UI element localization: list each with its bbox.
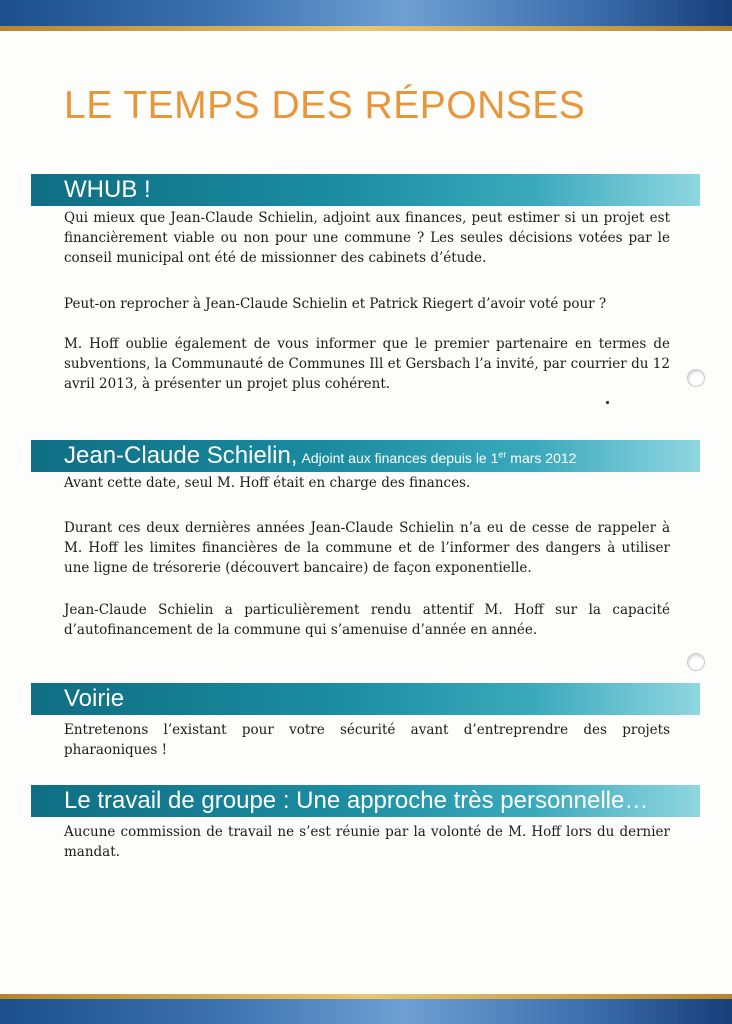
ink-dot [606, 401, 609, 404]
paragraph: Peut-on reprocher à Jean-Claude Schielin et Patrick Riegert d’avoir voté pour ? [64, 296, 607, 312]
section-heading: WHUB ! [64, 176, 151, 203]
section-banner-schielin [31, 440, 700, 472]
punch-hole [687, 653, 705, 671]
page-title: LE TEMPS DES RÉPONSES [64, 84, 586, 127]
bottom-frame-band [0, 999, 732, 1024]
punch-hole [687, 369, 705, 387]
paragraph: Jean-Claude Schielin a particulièrement rendu attentif M. Hoff sur la capacité d’autofinancement de la commune qui s’amenuise d’année en année. [64, 602, 670, 638]
section-banner-voirie [31, 683, 700, 715]
top-frame-band [0, 0, 732, 26]
paragraph: Entretenons l’existant pour votre sécurité avant d’entreprendre des projets pharaoniques ! [64, 722, 670, 758]
paragraph: Durant ces deux dernières années Jean-Claude Schielin n’a eu de cesse de rappeler à M. Hoff les limites financières de la commune et de l’informer des dangers à utiliser une ligne de trésorerie (découvert bancaire) de façon exponentielle. [64, 520, 670, 576]
paragraph: Qui mieux que Jean-Claude Schielin, adjoint aux finances, peut estimer si un projet est financièrement viable ou non pour une commune ? Les seules décisions votées par le conseil municipal ont été de missionner des cabinets d’étude. [64, 210, 670, 266]
top-gold-stripe [0, 26, 732, 31]
section-heading: Voirie [64, 685, 125, 712]
paragraph: Aucune commission de travail ne s’est réunie par la volonté de M. Hoff lors du dernier mandat. [64, 824, 670, 860]
section-banner-whub [31, 174, 700, 206]
section-subheading: Adjoint aux finances depuis le 1er mars 2012 [301, 449, 577, 466]
section-heading: Jean-Claude Schielin, [64, 442, 298, 469]
section-heading: Le travail de groupe : Une approche très personnelle… [64, 787, 649, 814]
paragraph: Avant cette date, seul M. Hoff était en charge des finances. [64, 475, 471, 491]
paragraph: M. Hoff oublie également de vous informer que le premier partenaire en termes de subventions, la Communauté de Communes Ill et Gersbach l’a invité, par courrier du 12 avril 2013, à présenter un projet plus cohérent. [64, 336, 670, 392]
section-banner-travail-de-groupe [31, 785, 700, 817]
